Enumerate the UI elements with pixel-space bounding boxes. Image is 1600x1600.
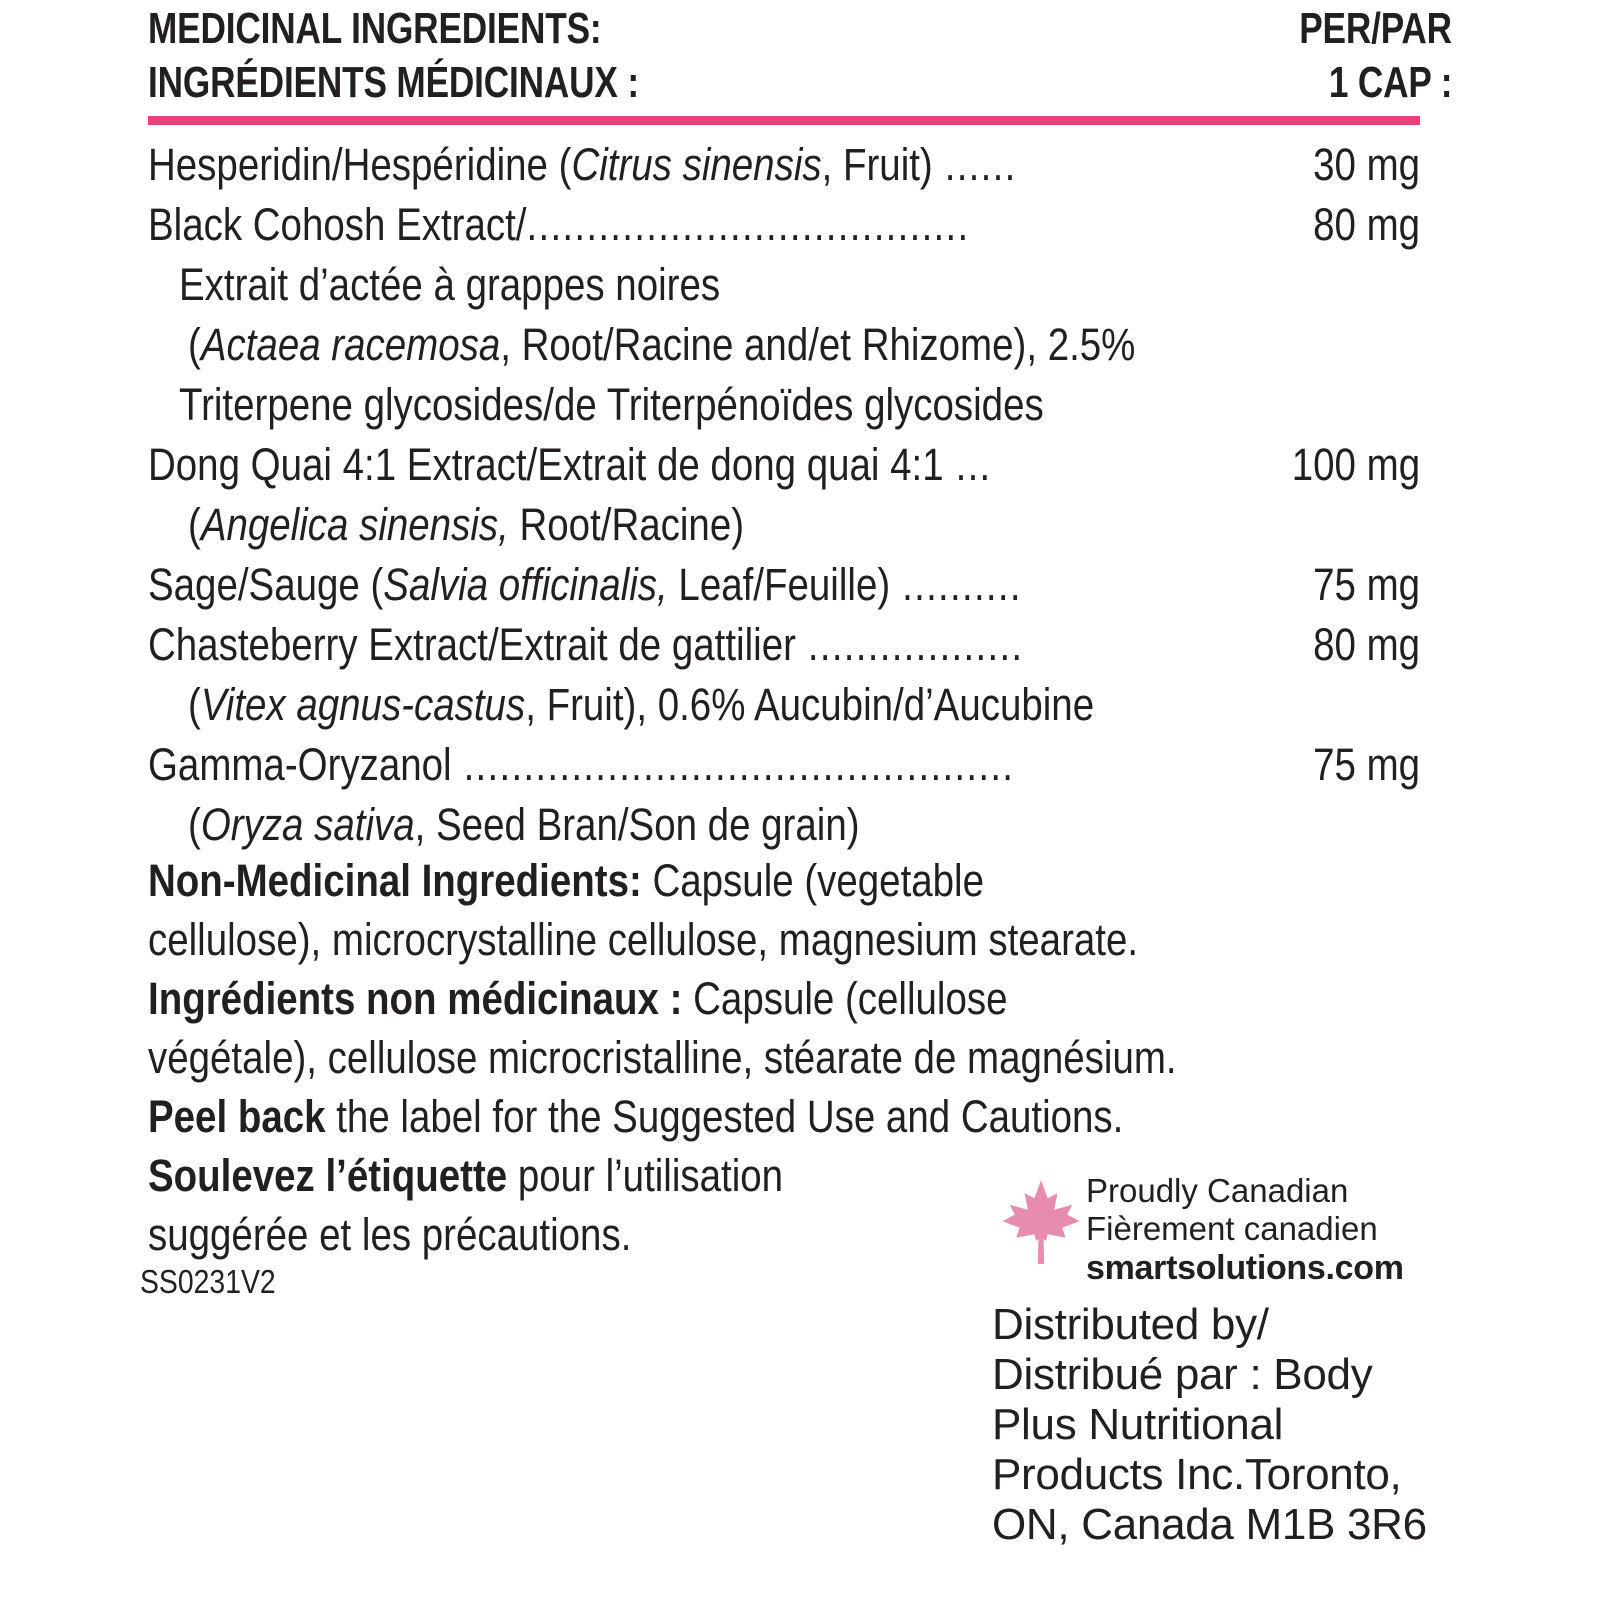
note-lead-in: Peel back xyxy=(148,1091,326,1142)
ingredients-header xyxy=(148,0,1452,112)
note-line xyxy=(148,970,1448,1029)
dot-leader: ... xyxy=(943,439,992,490)
dot-leader: .................. xyxy=(795,619,1024,670)
proudly-canadian-badge xyxy=(1000,1168,1440,1286)
dot-leader: .......... xyxy=(890,559,1022,610)
latin-botanical-name: Oryza sativa xyxy=(200,799,415,850)
ingredient-name: Sage/Sauge (Salvia officinalis, Leaf/Feuille) .......... xyxy=(148,559,1022,610)
note-text: suggérée et les précautions. xyxy=(148,1209,632,1260)
dot-leader: ...... xyxy=(932,139,1017,190)
header-title-french: INGRÉDIENTS MÉDICINAUX : xyxy=(148,58,639,107)
note-lead-in: Non-Medicinal Ingredients: xyxy=(148,855,642,906)
ingredient-amount: 100 mg xyxy=(1291,439,1420,490)
note-lead-in: Soulevez l’étiquette xyxy=(148,1150,508,1201)
note-line xyxy=(148,1088,1448,1147)
ingredient-name: (Angelica sinensis, Root/Racine) xyxy=(188,499,745,550)
note-line xyxy=(148,1029,1448,1088)
header-amount-column-line2: 1 CAP : xyxy=(1328,58,1452,107)
note-text: Capsule (cellulose xyxy=(682,973,1008,1024)
ingredient-row xyxy=(148,256,1420,316)
badge-line-french: Fièrement canadien xyxy=(1086,1210,1378,1247)
distributor-line: Distributed by/ xyxy=(992,1300,1269,1349)
ingredient-row xyxy=(148,136,1420,196)
distributor-line: Plus Nutritional xyxy=(992,1400,1284,1449)
ingredient-row xyxy=(148,616,1420,676)
ingredient-name: Hesperidin/Hespéridine (Citrus sinensis, Fruit) ...... xyxy=(148,139,1017,190)
latin-botanical-name: Actaea racemosa xyxy=(200,319,501,370)
latin-botanical-name: Angelica sinensis, xyxy=(200,499,509,550)
ingredient-row xyxy=(148,196,1420,256)
note-lead-in: Ingrédients non médicinaux : xyxy=(148,973,683,1024)
ingredient-row xyxy=(148,376,1420,436)
latin-botanical-name: Salvia officinalis, xyxy=(383,559,668,610)
distributor-line: Distribué par : Body xyxy=(992,1350,1373,1399)
ingredient-name: Extrait d’actée à grappes noires xyxy=(179,259,721,310)
ingredient-name: Chasteberry Extract/Extrait de gattilier .................. xyxy=(148,619,1024,670)
ingredient-row xyxy=(148,316,1420,376)
latin-botanical-name: Citrus sinensis xyxy=(571,139,822,190)
ingredient-amount: 80 mg xyxy=(1313,619,1420,670)
latin-botanical-name: Vitex agnus-castus xyxy=(200,679,526,730)
ingredient-row xyxy=(148,436,1420,496)
badge-line-english: Proudly Canadian xyxy=(1086,1172,1349,1209)
header-amount-column-line1: PER/PAR xyxy=(1299,4,1452,53)
ingredient-row xyxy=(148,736,1420,796)
website-url[interactable]: smartsolutions.com xyxy=(1086,1249,1404,1287)
ingredient-row xyxy=(148,556,1420,616)
ingredient-row xyxy=(148,496,1420,556)
ingredient-row xyxy=(148,676,1420,736)
distributor-address xyxy=(992,1300,1462,1550)
maple-leaf-icon xyxy=(1000,1176,1082,1268)
ingredient-amount: 75 mg xyxy=(1313,559,1420,610)
distributor-line: Products Inc.Toronto, xyxy=(992,1450,1402,1499)
note-text: pour l’utilisation xyxy=(507,1150,784,1201)
note-text: cellulose), microcrystalline cellulose, magnesium stearate. xyxy=(148,914,1139,965)
ingredient-name: (Actaea racemosa, Root/Racine and/et Rhizome), 2.5% xyxy=(188,319,1136,370)
note-line xyxy=(148,852,1448,911)
ingredient-name: Gamma-Oryzanol .............................................. xyxy=(148,739,1015,790)
ingredient-name: (Vitex agnus-castus, Fruit), 0.6% Aucubin/d’Aucubine xyxy=(188,679,1095,730)
medicinal-ingredients-list xyxy=(148,136,1420,856)
sku-code: SS0231V2 xyxy=(140,1263,276,1300)
ingredient-name: (Oryza sativa, Seed Bran/Son de grain) xyxy=(188,799,860,850)
note-text: the label for the Suggested Use and Cautions. xyxy=(325,1091,1124,1142)
note-line xyxy=(148,911,1448,970)
dot-leader: .............................................. xyxy=(451,739,1015,790)
ingredient-amount: 75 mg xyxy=(1313,739,1420,790)
ingredient-name: Triterpene glycosides/de Triterpénoïdes glycosides xyxy=(179,379,1044,430)
header-title-english: MEDICINAL INGREDIENTS: xyxy=(148,4,602,53)
ingredient-row xyxy=(148,796,1420,856)
ingredient-amount: 30 mg xyxy=(1313,139,1420,190)
ingredient-name: Dong Quai 4:1 Extract/Extrait de dong quai 4:1 ... xyxy=(148,439,992,490)
pink-divider-rule xyxy=(148,116,1420,125)
note-text: végétale), cellulose microcristalline, stéarate de magnésium. xyxy=(148,1032,1177,1083)
ingredient-amount: 80 mg xyxy=(1313,199,1420,250)
ingredient-name: Black Cohosh Extract/..................................... xyxy=(148,199,970,250)
note-text: Capsule (vegetable xyxy=(641,855,985,906)
dot-leader: ..................................... xyxy=(526,199,970,250)
distributor-line: ON, Canada M1B 3R6 xyxy=(992,1500,1427,1549)
